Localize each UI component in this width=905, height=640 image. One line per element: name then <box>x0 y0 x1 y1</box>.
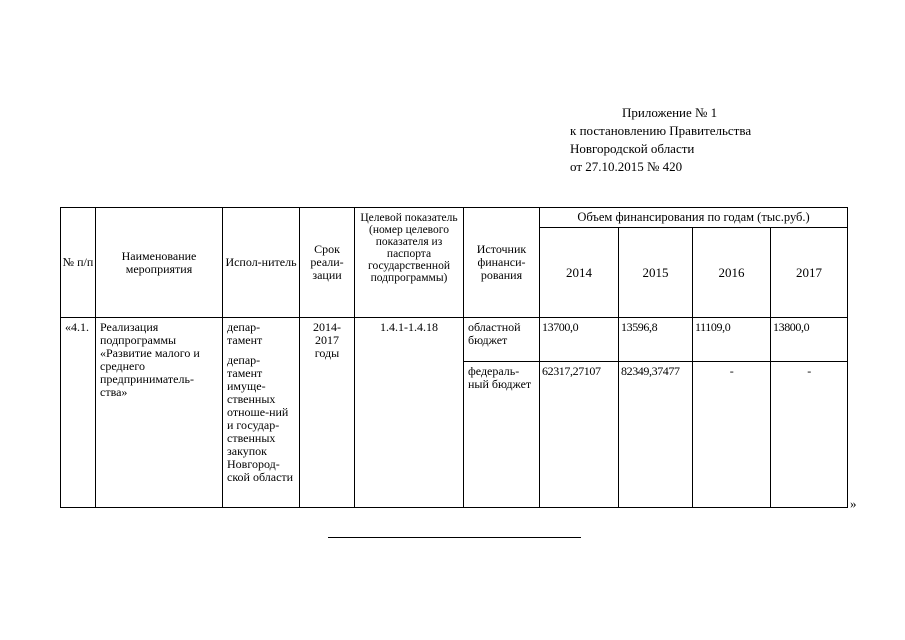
header-num: № п/п <box>61 208 96 318</box>
value-federal-2017: - <box>771 362 848 508</box>
header-executor: Испол-нитель <box>223 208 300 318</box>
value-regional-2014: 13700,0 <box>540 318 619 362</box>
row-name: Реализация подпрограммы «Развитие малого и среднего предприниматель-ства» <box>96 318 223 508</box>
row-term: 2014-2017 годы <box>300 318 355 508</box>
appendix-resolution-line: к постановлению Правительства <box>570 123 752 138</box>
header-name: Наименование мероприятия <box>96 208 223 318</box>
row-target: 1.4.1-1.4.18 <box>355 318 464 508</box>
value-regional-2015: 13596,8 <box>619 318 693 362</box>
appendix-title: Приложение № 1 <box>622 105 718 120</box>
value-federal-2015: 82349,37477 <box>619 362 693 508</box>
header-year-2015: 2015 <box>619 228 693 318</box>
header-target: Целевой показатель (номер целевого показателя из паспорта государственной подпрограммы) <box>355 208 464 318</box>
appendix-header <box>570 104 751 176</box>
header-year-2016: 2016 <box>693 228 771 318</box>
closing-quote: » <box>850 496 857 511</box>
funding-table <box>60 207 848 508</box>
source-regional: областной бюджет <box>464 318 540 362</box>
appendix-date-line: от 27.10.2015 № 420 <box>570 159 683 174</box>
value-regional-2016: 11109,0 <box>693 318 771 362</box>
header-funding-group: Объем финансирования по годам (тыс.руб.) <box>540 208 848 228</box>
value-regional-2017: 13800,0 <box>771 318 848 362</box>
appendix-region-line: Новгородской области <box>570 141 695 156</box>
value-federal-2016: - <box>693 362 771 508</box>
row-num: «4.1. <box>61 318 96 508</box>
row-executor-2: депар-тамент имуще-ственных отноше-ний и государ-ственных закупок Новгород-ской области <box>227 353 294 484</box>
row-executor <box>223 318 300 508</box>
header-source: Источник финанси-рования <box>464 208 540 318</box>
value-federal-2014: 62317,27107 <box>540 362 619 508</box>
bottom-divider <box>328 537 581 538</box>
header-year-2017: 2017 <box>771 228 848 318</box>
header-year-2014: 2014 <box>540 228 619 318</box>
source-federal: федераль-ный бюджет <box>464 362 540 508</box>
header-term: Срок реали-зации <box>300 208 355 318</box>
row-executor-1: депар-тамент <box>227 320 263 347</box>
